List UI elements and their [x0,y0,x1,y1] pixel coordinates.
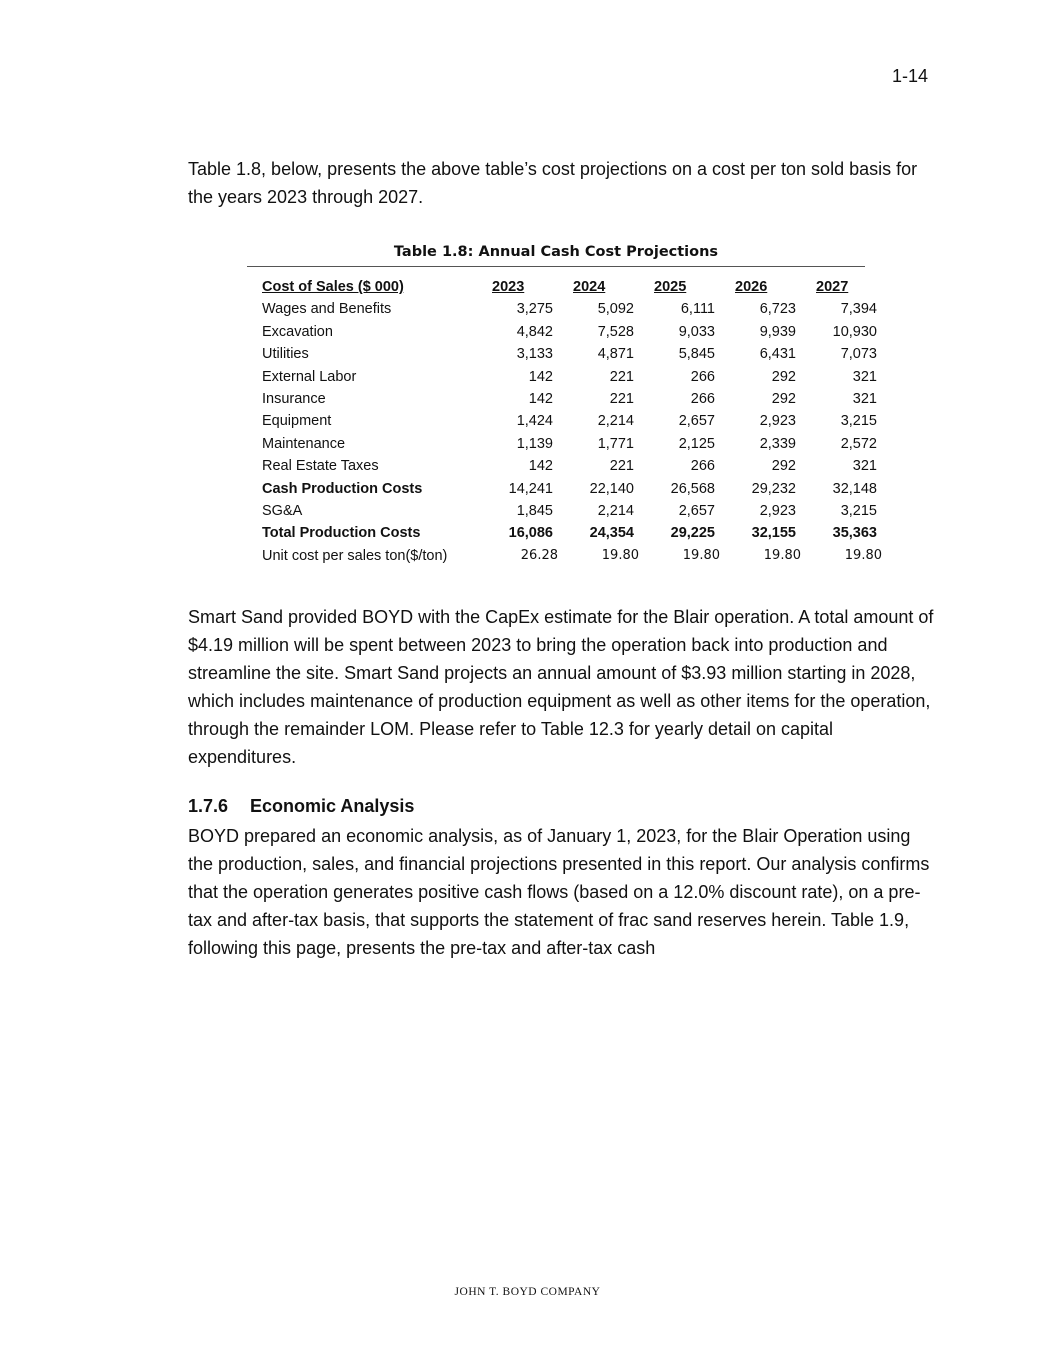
cell: 9,033 [678,323,715,340]
table-row-unit-cost [262,545,877,567]
cell: 10,930 [832,323,877,340]
header-2025: 2025 [654,279,687,295]
cell: 7,394 [840,301,877,318]
cell: 7,073 [840,346,877,363]
section-heading [188,796,414,817]
cell: 16,086 [508,525,553,542]
cell: 4,871 [597,346,634,363]
cell: 7,528 [597,323,634,340]
cell: 2,657 [678,413,715,430]
cell: 2,214 [597,503,634,520]
cell: 266 [690,391,715,408]
footer-company-name: JOHN T. BOYD COMPANY [454,1286,601,1298]
cell: 142 [528,391,553,408]
header-cost-of-sales: Cost of Sales ($ 000) [262,279,404,295]
cell: 5,092 [597,301,634,318]
cell: 29,225 [670,525,715,542]
row-label: Cash Production Costs [262,480,423,497]
table-row-total-production-costs [262,522,877,544]
cell: 266 [690,458,715,475]
cell: 3,275 [516,301,553,318]
cost-projection-table [262,276,882,567]
cell: 142 [528,458,553,475]
cell: 2,923 [759,413,796,430]
table-row-cash-production-costs [262,478,877,500]
cell: 29,232 [751,480,796,497]
cell: 6,111 [680,301,715,318]
row-label: External Labor [262,368,357,385]
cell [715,545,801,567]
cell: 1,845 [516,503,553,520]
cell: 35,363 [832,525,877,542]
header-2027: 2027 [816,279,849,295]
cell: 292 [771,368,796,385]
cell: 266 [690,368,715,385]
header-2026: 2026 [735,279,768,295]
cell: 22,140 [589,480,634,497]
cell: 1,424 [516,413,553,430]
table-row [262,343,877,365]
header-2024: 2024 [573,279,606,295]
cell: 2,572 [840,435,877,452]
table-top-rule [247,266,865,267]
cell: 221 [609,391,634,408]
cell: 2,657 [678,503,715,520]
cell: 2,339 [759,435,796,452]
cell-value: 19.80 [763,547,801,563]
cell: 26,568 [670,480,715,497]
cell [634,545,720,567]
table-row [262,388,877,410]
cell: 221 [609,368,634,385]
cell: 5,845 [678,346,715,363]
row-label: Real Estate Taxes [262,458,379,475]
section-number: 1.7.6 [188,796,229,816]
cell: 321 [852,368,877,385]
cell: 9,939 [759,323,796,340]
cell: 24,354 [589,525,634,542]
cell [472,545,558,567]
row-label: Utilities [262,346,309,363]
table-row [262,366,877,388]
table-row [262,410,877,432]
row-label: Equipment [262,413,332,430]
cell: 6,431 [759,346,796,363]
capex-paragraph: Smart Sand provided BOYD with the CapEx estimate for the Blair operation. A total amount of $4.19 million will be spent between 2023 to bring the operation back into production and streamline the site. Smart Sand projects an annual amount of $3.93 million starting in 2028, which includes maintenance of production equipment as well as other items for the operation, through the remainder LOM. Please refer to Table 12.3 for yearly detail on capital expenditures. [188,607,934,767]
cell: 6,723 [759,301,796,318]
cell: 4,842 [516,323,553,340]
row-label: Maintenance [262,435,346,452]
cell: 3,133 [516,346,553,363]
table-row [262,500,877,522]
cell: 292 [771,391,796,408]
cell-value: 26.28 [520,547,558,563]
economic-analysis-paragraph: BOYD prepared an economic analysis, as of January 1, 2023, for the Blair Operation using the production, sales, and financial projections presented in this report. Our analysis confirms that the operation generates positive cash flows (based on a 12.0% discount rate), on a pre-tax and after-tax basis, that supports the statement of frac sand reserves herein. Table 1.9, following this page, presents the pre-tax and after-tax cash [188,826,930,958]
cell: 14,241 [508,480,553,497]
table-row [262,433,877,455]
cell: 32,155 [751,525,796,542]
header-2023: 2023 [492,279,525,295]
cell: 1,771 [597,435,634,452]
intro-paragraph: Table 1.8, below, presents the above table’s cost projections on a cost per ton sold basis for the years 2023 through 2027. [188,159,918,207]
cell [553,545,639,567]
cell [796,545,882,567]
cell-value: 19.80 [601,547,639,563]
table-row [262,321,877,343]
cell: 2,125 [678,435,715,452]
row-label: Excavation [262,323,333,340]
cell: 32,148 [832,480,877,497]
cell: 2,214 [597,413,634,430]
page-number: 1-14 [892,66,929,86]
table-header-row [262,276,877,298]
cell-value: 19.80 [844,547,882,563]
cell: 1,139 [516,435,553,452]
cell: 321 [852,391,877,408]
cell: 292 [771,458,796,475]
cell: 142 [528,368,553,385]
section-title: Economic Analysis [250,796,415,816]
row-label: Unit cost per sales ton($/ton) [262,547,448,564]
row-label: Wages and Benefits [262,301,392,318]
row-label: Total Production Costs [262,525,421,542]
cell-value: 19.80 [682,547,720,563]
table-row [262,455,877,477]
cell: 221 [609,458,634,475]
row-label: SG&A [262,503,303,520]
cell: 2,923 [759,503,796,520]
cell: 321 [852,458,877,475]
table-row [262,298,877,320]
row-label: Insurance [262,391,326,408]
cell: 3,215 [840,413,877,430]
cell: 3,215 [840,503,877,520]
table-title: Table 1.8: Annual Cash Cost Projections [393,244,719,260]
